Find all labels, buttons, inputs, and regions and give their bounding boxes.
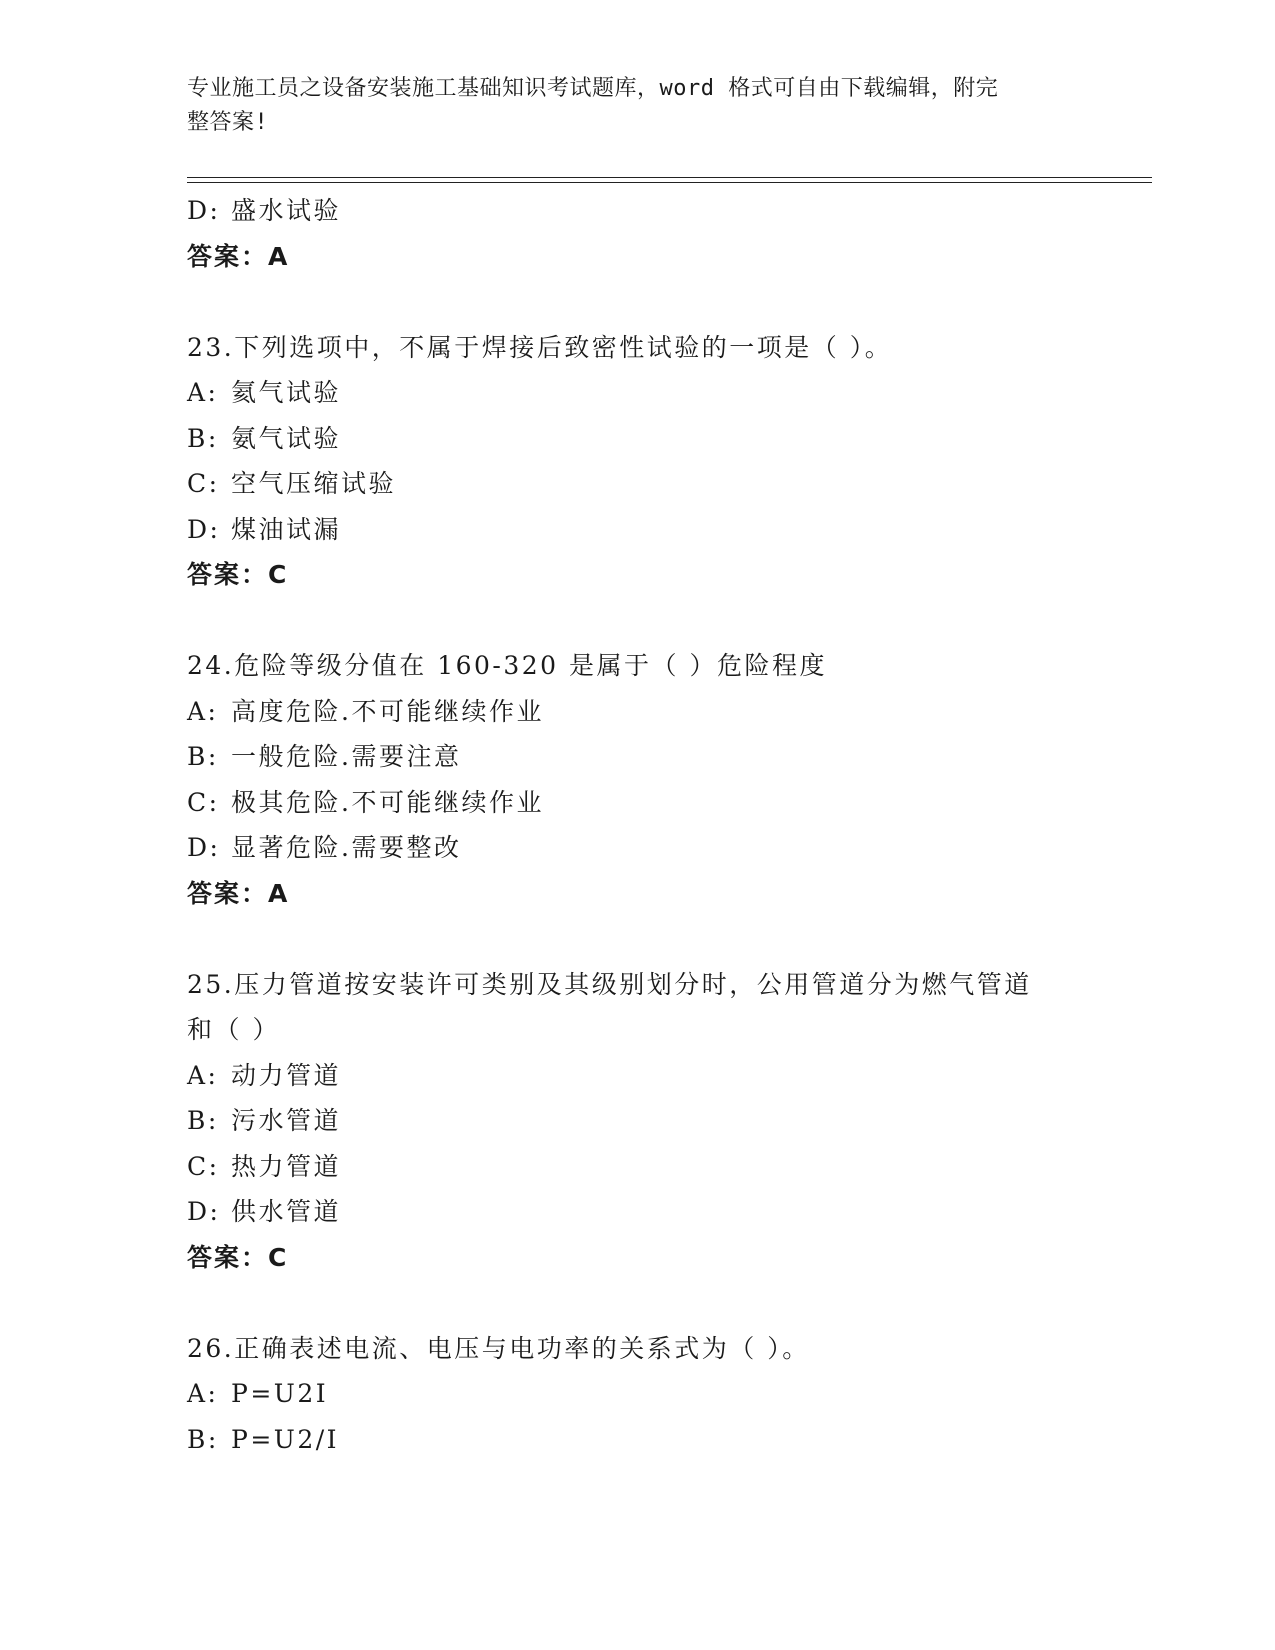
document-header (187, 72, 1067, 140)
option-d: D: 盛水试验 (187, 196, 342, 225)
spacer (187, 598, 1087, 644)
option-d: D: 供水管道 (187, 1197, 342, 1226)
document-body (187, 188, 1087, 1462)
header-line-2: 整答案! (187, 110, 269, 135)
option-c: C: 极其危险.不可能继续作业 (187, 787, 544, 817)
question-text: 24.危险等级分值在 160-320 是属于（ ）危险程度 (187, 651, 827, 680)
option-b: B: 污水管道 (187, 1106, 342, 1135)
question-text: 26.正确表述电流、电压与电功率的关系式为（ ）。 (187, 1333, 810, 1363)
answer: 答案：C (187, 1242, 289, 1272)
header-divider-top (187, 177, 1152, 178)
option-d: D: 显著危险.需要整改 (187, 833, 462, 862)
option-d: D: 煤油试漏 (187, 514, 342, 544)
answer: 答案：C (187, 560, 289, 589)
option-a: A: 氦气试验 (187, 378, 342, 407)
question-text: 23.下列选项中，不属于焊接后致密性试验的一项是（ ）。 (187, 332, 893, 362)
question-text: 25.压力管道按安装许可类别及其级别划分时，公用管道分为燃气管道 (187, 969, 1032, 999)
option-c: C: 空气压缩试验 (187, 469, 397, 498)
header-line-1: 专业施工员之设备安装施工基础知识考试题库，word 格式可自由下载编辑，附完 (187, 76, 999, 101)
answer: 答案：A (187, 878, 290, 908)
spacer (187, 916, 1087, 962)
answer: 答案：A (187, 241, 290, 271)
option-a: A: 高度危险.不可能继续作业 (187, 696, 544, 726)
option-a: A: P=U2I (187, 1379, 329, 1408)
spacer (187, 1280, 1087, 1326)
header-divider-bottom (187, 182, 1152, 183)
question-text-continued: 和（ ） (187, 1015, 280, 1044)
option-c: C: 热力管道 (187, 1151, 342, 1181)
spacer (187, 279, 1087, 325)
option-b: B: 一般危险.需要注意 (187, 742, 462, 771)
option-b: B: 氨气试验 (187, 423, 342, 453)
option-b: B: P=U2/I (187, 1424, 340, 1454)
option-a: A: 动力管道 (187, 1060, 342, 1090)
